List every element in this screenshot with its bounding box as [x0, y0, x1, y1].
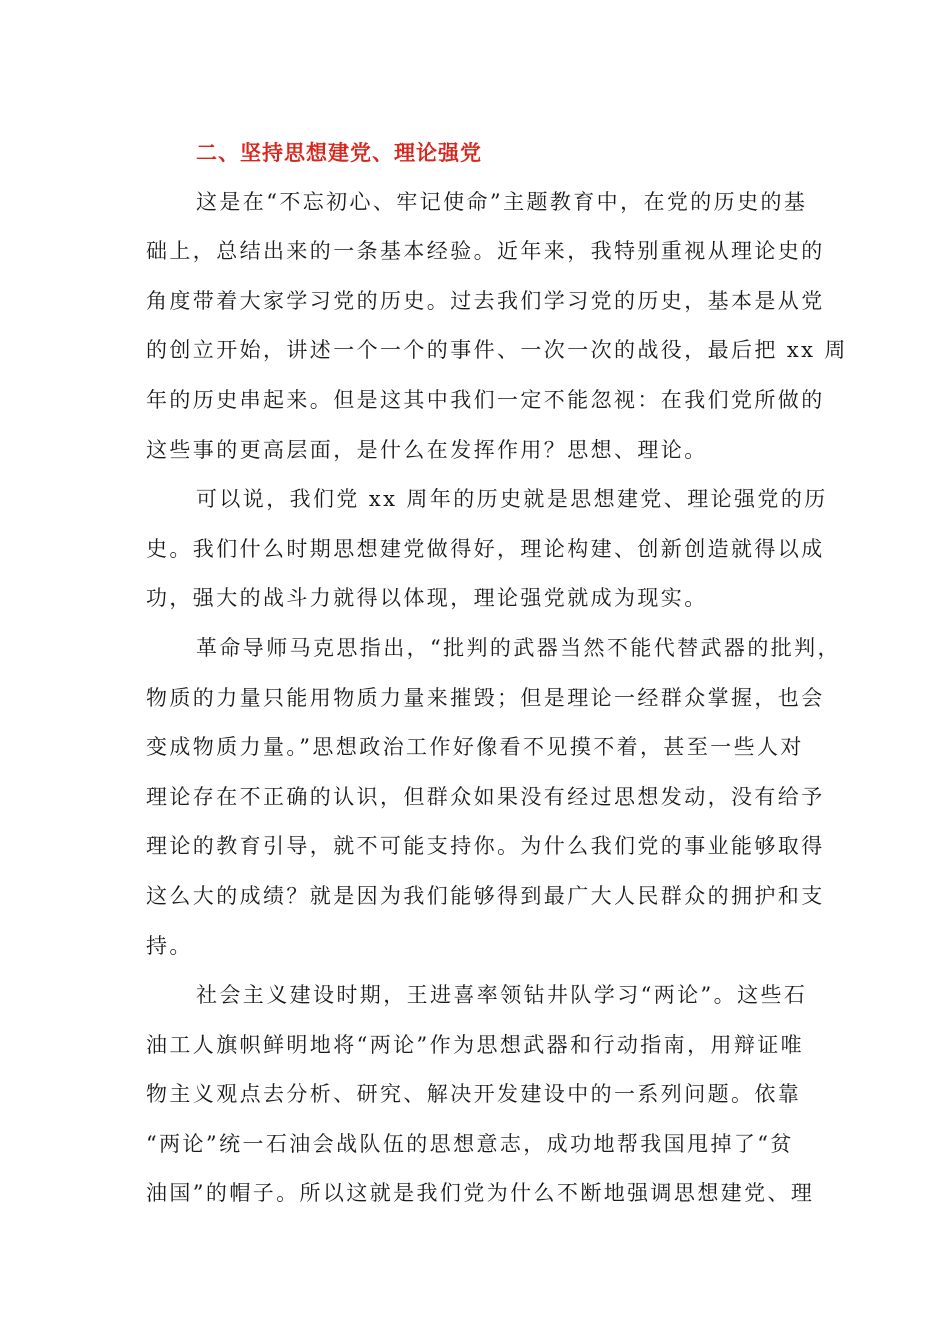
text-line: 物质的力量只能用物质力量来摧毁；但是理论一经群众掌握，也会 — [146, 685, 825, 710]
text-line: 理论的教育引导，就不可能支持你。为什么我们党的事业能够取得 — [146, 834, 825, 859]
text-line: 变成物质力量。”思想政治工作好像看不见摸不着，甚至一些人对 — [146, 735, 804, 760]
section-heading: 二、坚持思想建党、理论强党 — [196, 140, 482, 165]
text-line: 物主义观点去分析、研究、解决开发建设中的一系列问题。依靠 — [146, 1082, 802, 1107]
text-line: 持。 — [146, 933, 193, 958]
paragraph-2 — [146, 475, 828, 624]
text-line: 础上，总结出来的一条基本经验。近年来，我特别重视从理论史的 — [146, 239, 825, 264]
text-line: 理论存在不正确的认识，但群众如果没有经过思想发动，没有给予 — [146, 784, 825, 809]
text-line: 这么大的成绩？就是因为我们能够得到最广大人民群众的拥护和支 — [146, 883, 825, 908]
text-line: 可以说，我们党 xx 周年的历史就是思想建党、理论强党的历 — [196, 487, 828, 512]
paragraph-3 — [146, 624, 841, 971]
text-line: 这是在“不忘初心、牢记使命”主题教育中，在党的历史的基 — [196, 189, 808, 214]
text-line: 油国”的帽子。所以这就是我们党为什么不断地强调思想建党、理 — [146, 1181, 815, 1206]
paragraph-4 — [146, 971, 815, 1219]
document-body — [146, 128, 848, 1219]
text-line: 史。我们什么时期思想建党做得好，理论构建、创新创造就得以成 — [146, 536, 825, 561]
text-line: 角度带着大家学习党的历史。过去我们学习党的历史，基本是从党 — [146, 288, 825, 313]
text-line: 这些事的更高层面，是什么在发挥作用？思想、理论。 — [146, 437, 708, 462]
text-line: 社会主义建设时期，王进喜率领钻井队学习“两论”。这些石 — [196, 983, 808, 1008]
text-line: “两论”统一石油会战队伍的思想意志，成功地帮我国甩掉了“贫 — [146, 1131, 794, 1156]
text-line: 油工人旗帜鲜明地将“两论”作为思想武器和行动指南，用辩证唯 — [146, 1032, 805, 1057]
text-line: 功，强大的战斗力就得以体现，理论强党就成为现实。 — [146, 586, 708, 611]
text-line: 年的历史串起来。但是这其中我们一定不能忽视：在我们党所做的 — [146, 387, 825, 412]
paragraph-1 — [146, 178, 848, 476]
text-line: 革命导师马克思指出，“批判的武器当然不能代替武器的批判， — [196, 635, 841, 660]
text-line: 的创立开始，讲述一个一个的事件、一次一次的战役，最后把 xx 周 — [146, 338, 848, 363]
